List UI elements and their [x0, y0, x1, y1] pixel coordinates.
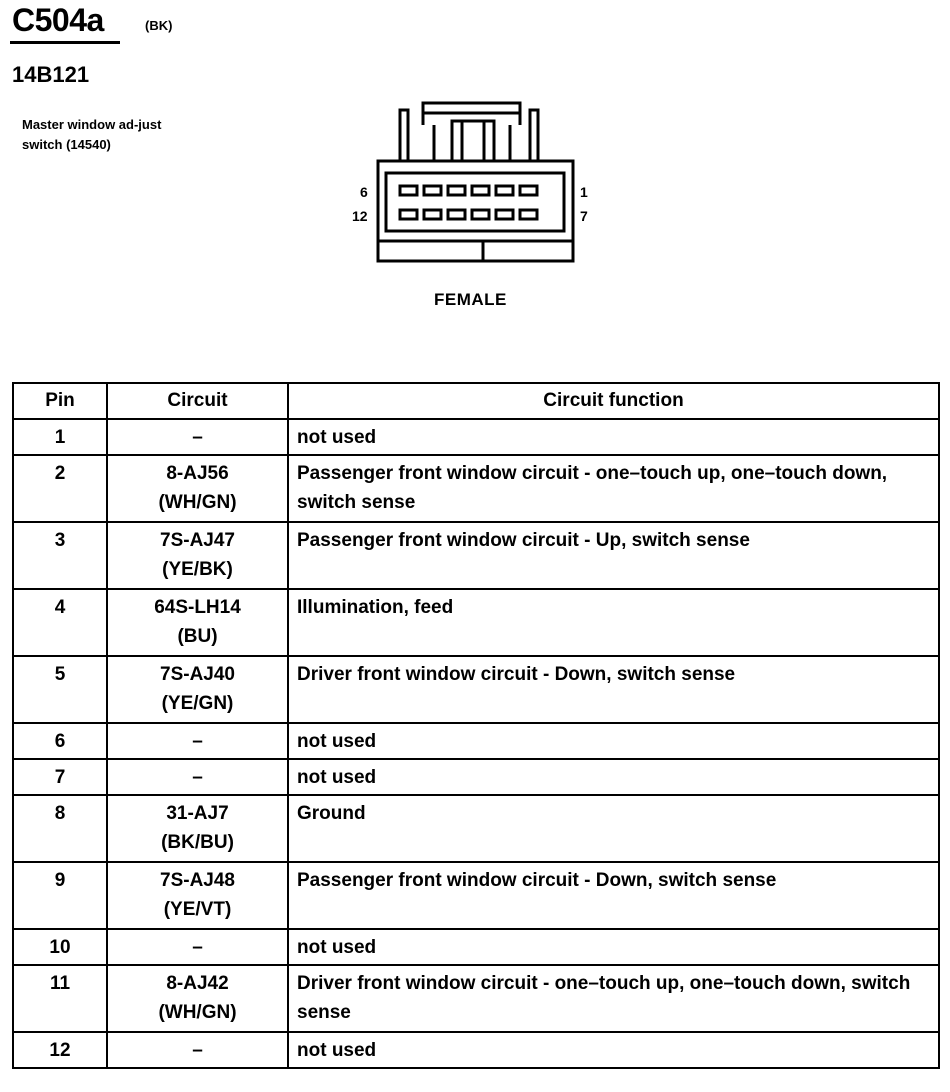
circuit-code: 8-AJ42: [166, 973, 229, 994]
connector-id-underline: [10, 41, 120, 44]
pin-number: 12: [13, 1032, 107, 1068]
table-row: [13, 929, 939, 965]
circuit-code: –: [107, 929, 288, 965]
connector-face-drawing: [340, 95, 590, 270]
pin-label-7: 7: [580, 208, 588, 224]
circuit-code: 8-AJ56: [166, 463, 229, 484]
pinout-table: [12, 382, 940, 1069]
header-pin: Pin: [13, 383, 107, 419]
pin-number: 5: [13, 656, 107, 723]
table-row: [13, 965, 939, 1032]
pin-number: 9: [13, 862, 107, 929]
table-row: [13, 522, 939, 589]
connector-gender: FEMALE: [434, 290, 507, 309]
circuit-function: not used: [288, 723, 939, 759]
circuit-cell: [107, 862, 288, 929]
pin-number: 11: [13, 965, 107, 1032]
table-header-row: [13, 383, 939, 419]
circuit-code: –: [107, 1032, 288, 1068]
circuit-function: not used: [288, 929, 939, 965]
table-row: [13, 723, 939, 759]
circuit-function: Driver front window circuit - one–touch up, one–touch down, switch sense: [288, 965, 939, 1032]
pin-number: 2: [13, 455, 107, 522]
wire-color: (YE/VT): [163, 899, 232, 920]
connector-description: Master window ad-just switch (14540): [22, 117, 162, 152]
pin-number: 6: [13, 723, 107, 759]
wire-color: (WH/GN): [158, 1002, 237, 1023]
circuit-code: –: [107, 723, 288, 759]
table-row: [13, 656, 939, 723]
connector-color: (BK): [145, 18, 173, 33]
pin-label-6: 6: [360, 184, 368, 200]
circuit-function: not used: [288, 759, 939, 795]
header-circuit-function: Circuit function: [288, 383, 939, 419]
circuit-cell: [107, 965, 288, 1032]
circuit-function: Driver front window circuit - Down, switch sense: [288, 656, 939, 723]
circuit-function: not used: [288, 419, 939, 455]
circuit-cell: [107, 795, 288, 862]
pin-number: 1: [13, 419, 107, 455]
pin-number: 3: [13, 522, 107, 589]
circuit-function: not used: [288, 1032, 939, 1068]
pin-number: 8: [13, 795, 107, 862]
circuit-function: Illumination, feed: [288, 589, 939, 656]
wire-color: (BU): [177, 626, 218, 647]
circuit-function: Passenger front window circuit - Down, switch sense: [288, 862, 939, 929]
pin-label-12: 12: [352, 208, 368, 224]
table-row: [13, 455, 939, 522]
header-circuit: Circuit: [107, 383, 288, 419]
wire-color: (WH/GN): [158, 492, 237, 513]
pin-number: 4: [13, 589, 107, 656]
table-row: [13, 1032, 939, 1068]
connector-diagram: [340, 95, 590, 285]
circuit-function: Passenger front window circuit - Up, switch sense: [288, 522, 939, 589]
wire-color: (BK/BU): [161, 832, 234, 853]
table-row: [13, 759, 939, 795]
wire-color: (YE/GN): [161, 693, 234, 714]
table-row: [13, 862, 939, 929]
table-row: [13, 419, 939, 455]
pin-label-1: 1: [580, 184, 588, 200]
table-row: [13, 589, 939, 656]
wire-color: (YE/BK): [162, 559, 233, 580]
circuit-code: 7S-AJ47: [160, 530, 235, 551]
part-number: 14B121: [12, 62, 90, 87]
circuit-code: 64S-LH14: [154, 597, 241, 618]
circuit-function: Ground: [288, 795, 939, 862]
circuit-code: 31-AJ7: [166, 803, 229, 824]
circuit-code: 7S-AJ40: [160, 664, 235, 685]
circuit-code: –: [107, 759, 288, 795]
circuit-cell: [107, 455, 288, 522]
connector-id: C504a: [12, 2, 104, 38]
pin-number: 10: [13, 929, 107, 965]
circuit-code: –: [107, 419, 288, 455]
table-row: [13, 795, 939, 862]
circuit-cell: [107, 589, 288, 656]
circuit-function: Passenger front window circuit - one–touch up, one–touch down, switch sense: [288, 455, 939, 522]
pin-number: 7: [13, 759, 107, 795]
circuit-cell: [107, 522, 288, 589]
circuit-cell: [107, 656, 288, 723]
circuit-code: 7S-AJ48: [160, 870, 235, 891]
